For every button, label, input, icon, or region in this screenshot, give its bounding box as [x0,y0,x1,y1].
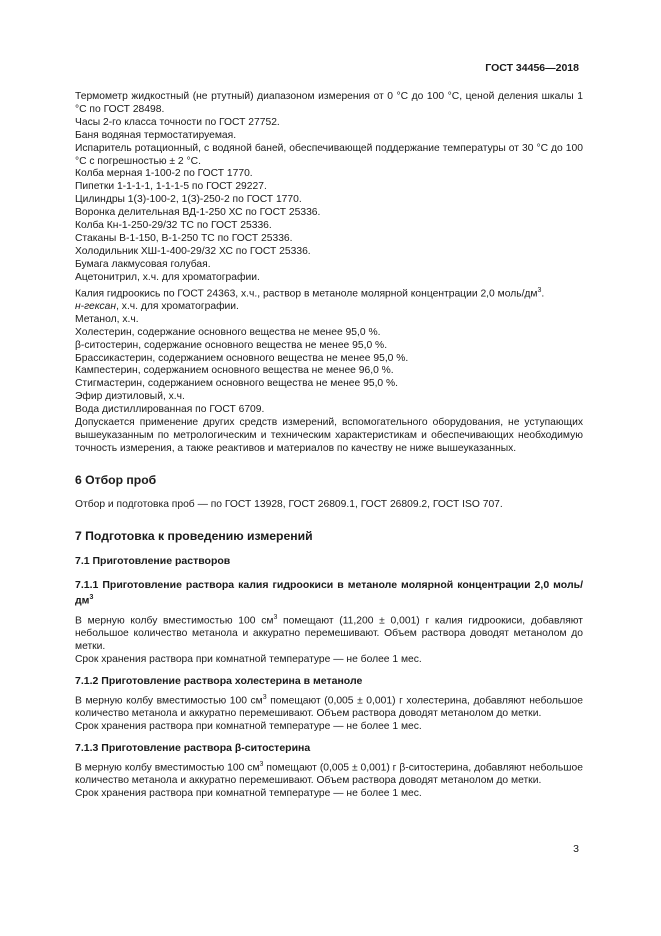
page-content [75,91,583,801]
section-7-1-1-title: 7.1.1 Приготовление раствора калия гидроокиси в метаноле молярной концентрации 2,0 моль/$дм^3$ [75,579,583,607]
list-item: Испаритель ротационный, с водяной баней, обеспечивающей поддержание температуры от 30 °C до 100 °C с погрешностью ± 2 °C. [75,142,583,167]
page-number: 3 [573,843,579,855]
section-7-1-1-storage: Срок хранения раствора при комнатной температуре — не более 1 мес. [75,653,422,665]
section-7-1-3-title: 7.1.3 Приготовление раствора β-ситостерина [75,741,311,754]
section-6-title: 6 Отбор проб [75,472,157,487]
list-item: Кампестерин, содержанием основного вещества не менее 96,0 %. [75,365,394,377]
section-7-1-1-text: В мерную колбу вместимостью 100 $см^3$ помещают (11,200 ± 0,001) г калия гидроокиси, добавляют небольшое количество метанола и аккуратно перемешивают. Объем раствора доводят метанолом до метки. [75,613,584,652]
list-item: β-ситостерин, содержание основного вещества не менее 95,0 %. [75,339,388,351]
section-7-title: 7 Подготовка к проведению измерений [75,528,313,543]
list-item: Ацетонитрил, х.ч. для хроматографии. [75,271,260,283]
list-item-hexane: н-гексан, х.ч. для хроматографии. [75,300,239,312]
section-7-1-title: 7.1 Приготовление растворов [75,554,231,567]
list-item: Эфир диэтиловый, х.ч. [75,391,185,403]
list-item: Холестерин, содержание основного вещества не менее 95,0 %. [75,326,381,338]
list-item: Бумага лакмусовая голубая. [75,258,211,270]
list-item: Термометр жидкостный (не ртутный) диапазоном измерения от 0 °C до 100 °C, ценой деления шкалы 1 °C по ГОСТ 28498. [75,91,583,115]
list-item: Колба мерная 1-100-2 по ГОСТ 1770. [75,168,253,180]
list-item: Колба Кн-1-250-29/32 ТС по ГОСТ 25336. [75,220,272,232]
list-item-koh: Калия гидроокись по ГОСТ 24363, х.ч., раствор в метаноле молярной концентрации 2,0 моль/$дм^3$. [75,286,545,300]
section-7-1-3-storage: Срок хранения раствора при комнатной температуре — не более 1 мес. [75,787,422,799]
list-item: Допускается применение других средств измерений, вспомогательного оборудования, не уступающих вышеуказанным по метрологическим и техническим характеристикам и обеспечивающих необходимую точность измерения, а также реактивов и материалов по качеству не ниже вышеуказанных. [75,417,583,454]
list-item: Баня водяная термостатируемая. [75,129,237,141]
section-6-text: Отбор и подготовка проб — по ГОСТ 13928, ГОСТ 26809.1, ГОСТ 26809.2, ГОСТ ISO 707. [75,498,503,510]
list-item: Метанол, х.ч. [75,313,139,325]
list-item: Стаканы В-1-150, В-1-250 ТС по ГОСТ 25336. [75,232,293,244]
list-item: Холодильник ХШ-1-400-29/32 ХС по ГОСТ 25336. [75,245,311,257]
list-item: Воронка делительная ВД-1-250 ХС по ГОСТ 25336. [75,207,321,219]
list-item: Пипетки 1-1-1-1, 1-1-1-5 по ГОСТ 29227. [75,181,267,193]
list-item: Стигмастерин, содержанием основного вещества не менее 95,0 %. [75,378,399,390]
list-item: Часы 2-го класса точности по ГОСТ 27752. [75,116,280,128]
document-code: ГОСТ 34456—2018 [485,62,579,74]
list-item: Вода дистиллированная по ГОСТ 6709. [75,404,265,416]
section-7-1-2-text: В мерную колбу вместимостью 100 $см^3$ помещают (0,005 ± 0,001) г холестерина, добавляют небольшое количество метанола и аккуратно перемешивают. Объем раствора доводят метанолом до метки. [75,693,583,720]
section-7-1-2-title: 7.1.2 Приготовление раствора холестерина в метаноле [75,674,363,687]
section-7-1-3-text: В мерную колбу вместимостью 100 $см^3$ помещают (0,005 ± 0,001) г β-ситостерина, добавляют небольшое количество метанола и аккуратно перемешивают. Объем раствора доводят метанолом до метки. [75,760,583,787]
list-item: Брассикастерин, содержанием основного вещества не менее 95,0 %. [75,352,409,364]
section-7-1-2-storage: Срок хранения раствора при комнатной температуре — не более 1 мес. [75,720,422,732]
list-item: Цилиндры 1(3)-100-2, 1(3)-250-2 по ГОСТ 1770. [75,194,302,206]
